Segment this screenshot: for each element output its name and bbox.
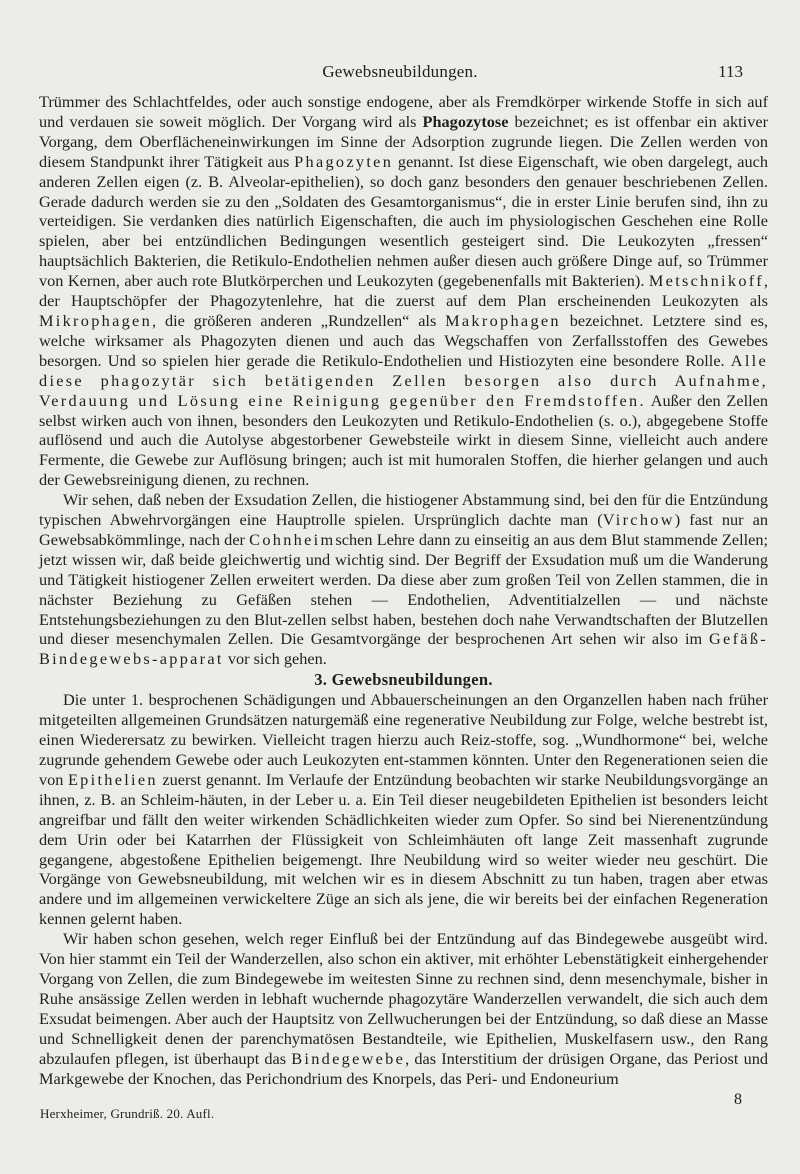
page-number: 113 <box>718 62 743 81</box>
paragraph <box>39 490 768 669</box>
bold-term: Phagozytose <box>422 111 509 131</box>
text-run: schen Lehre dann zu einseitig an aus dem Blut stammende Zellen; jetzt wissen wir, daß beide gleichwertig und wichtig sind. Der Begriff der Exsudation muß um die Wanderung und Tätigkeit histiogener Zellen erweitert werden. Da diese aber zum großen Teil von Zellen stammen, die in nächster Beziehung zu Gefäßen stehen — Endothelien, Adventitialzellen — und nächste Entstehungsbeziehungen zu den Blut-zellen selbst haben, bestehen doch nahe Verwandtschaften der Blutzellen und dieser mesenchymalen Zellen. Die Gesamtvorgänge der besprochenen Art sehen wir also im <box>39 529 769 649</box>
body-text <box>39 92 768 1088</box>
spaced-term: Virchow <box>602 510 675 530</box>
spaced-term: Metschnikoff <box>648 271 764 291</box>
spaced-term: Gefäß-Bindegewebs-apparat <box>39 629 768 669</box>
text-run: genannt. Ist diese Eigenschaft, wie oben dargelegt, auch anderen Zellen eigen (z. B. Alveolar-epithelien), so doch ganz besonders den genauer beschriebenen Zellen. Gerade dadurch werden sie zu den „Soldaten des Gesamtorganismus“, die in erster Linie berufen sind, ihn zu verteidigen. Sie verdanken dies natürlich Eigenschaften, die auch im physiologischen Geschehen eine Rolle spielen, aber bei entzündlichen Bedingungen wesentlich gesteigert sind. Die Leukozyten „fressen“ hauptsächlich Bakterien, die Retikulo-Endothelien nehmen außer diesen auch größere Dinge auf, so Trümmer von Kernen, aber auch rote Blutkörperchen und Leukozyten (gegebenenfalls mit Bakterien). <box>39 151 768 291</box>
text-run: , das Interstitium der drüsigen Organe, das Periost und Markgewebe der Knochen, das Perichondrium des Knorpels, das Peri- und Endoneurium <box>39 1048 768 1088</box>
text-run: Wir sehen, daß neben der Exsudation Zellen, die histiogener Abstammung sind, bei den für die Entzündung typischen Abwehrvorgängen eine Hauptrolle spielen. Ursprünglich dachte man ( <box>39 490 768 530</box>
footer-source: Herxheimer, Grundriß. 20. Aufl. <box>40 1106 215 1121</box>
text-run: , der Hauptschöpfer der Phagozytenlehre, hat die zuerst auf dem Plan erscheinenden Leukozyten als <box>39 271 768 311</box>
running-title: Gewebsneubildungen. <box>322 62 478 81</box>
text-run: bezeichnet; es ist offenbar ein aktiver Vorgang, dem Oberflächeneinwirkungen im Sinne der Adsorption zugrunde liegen. Die Zellen werden von diesem Standpunkt ihrer Tätigkeit aus <box>39 111 768 171</box>
text-run: Die unter 1. besprochenen Schädigungen und Abbauerscheinungen an den Organzellen haben nach früher mitgeteilten allgemeinen Grundsätzen naturgemäß eine regenerative Neubildung zur Folge, welche bestrebt ist, einen Wiederersatz zu bewirken. Vielleicht tragen hierzu auch Reiz-stoffe, sog. „Wundhormone“ bei, welche zugrunde gehendem Gewebe oder auch Leukozyten ent-stammen könnten. Unter den Regenerationen seien die von <box>39 690 768 789</box>
spaced-term: Mikrophagen <box>39 310 153 330</box>
section-heading: 3. Gewebsneubildungen. <box>314 670 493 690</box>
spaced-term: Bindegewebe <box>291 1048 406 1068</box>
text-run: bezeichnet. Letztere sind es, welche wirksamer als Phagozyten dienen und auch das Wegschaffen von Zerfallsstoffen des Gewebes besorgen. Und so spielen hier gerade die Retikulo-Endothelien und Histiozyten eine besondere Rolle. <box>39 310 768 370</box>
text-run: Trümmer des Schlachtfeldes, oder auch sonstige endogene, aber als Fremdkörper wirkende Stoffe in sich auf und verdauen sie soweit möglich. Der Vorgang wird als <box>39 92 768 131</box>
spaced-term: Phagozyten <box>294 151 394 171</box>
text-run: zuerst genannt. Im Verlaufe der Entzündung beobachten wir starke Neubildungsvorgänge an ihnen, z. B. an Schleim-häuten, in der Leber u. a. Ein Teil dieser neugebildeten Epithelien ist besonders leicht angreifbar und fällt den weiter wirkenden Schädlichkeiten wieder zum Opfer. So sind bei Nierenentzündung dem Urin oder bei Katarrhen der Flüssigkeit von Schleimhäuten oft lange Zeit massenhaft zugrunde gegangene, abgestoßene Epithelien beigemengt. Ihre Neubildung wird so weiter wieder neu geschürt. Die Vorgänge von Gewebsneubildung, mit welchen wir es in diesem Abschnitt zu tun haben, tragen aber etwas andere und im allgemeinen verwickeltere Züge an sich als jene, die wir bereits bei der einfachen Regeneration kennen gelernt haben. <box>39 769 768 929</box>
paragraph <box>39 690 768 929</box>
spaced-term: Makrophagen <box>445 310 561 330</box>
text-run: , die größeren anderen „Rundzellen“ als <box>152 310 446 330</box>
paragraph <box>39 929 768 1088</box>
text-run: ) fast nur an Gewebsabkömmlinge, nach der <box>39 510 768 549</box>
spaced-term: Alle diese phagozytär sich betätigenden Zellen besorgen also durch Aufnahme, Verdauung und Lösung eine Reinigung gegenüber den Fremdstoffen. <box>39 350 768 410</box>
spaced-term: Epithelien <box>67 769 158 789</box>
running-head <box>0 62 800 86</box>
text-run: Außer den Zellen selbst wirken auch von ihnen, besonders den Leukozyten und Retikulo-Endothelien (s. o.), abgegebene Stoffe auflösend und auch die Autolyse abgestorbener Gewebsteile wirkt in diesem Sinne, vielleicht auch andere Fermente, die Gewebe zur Auflösung bringen; auch ist mit humoralen Stoffen, die hierher gelangen und auch der Gewebsreinigung dienen, zu rechnen. <box>39 390 769 490</box>
text-run: vor sich gehen. <box>223 649 327 669</box>
paragraph <box>39 92 768 490</box>
spaced-term: Cohnheim <box>249 529 336 549</box>
text-run: Wir haben schon gesehen, welch reger Einfluß bei der Entzündung auf das Bindegewebe ausgeübt wird. Von hier stammt ein Teil der Wanderzellen, also schon ein aktiver, mit erhöhter Lebenstätigkeit einhergehender Vorgang von Zellen, die zum Bindegewebe im weitesten Sinne zu rechnen sind, denn mesenchymale, bisher in Ruhe ansässige Zellen werden in lebhaft wuchernde phagozytäre Wanderzellen verwandelt, die sich auch dem Exsudat beimengen. Aber auch der Hauptsitz von Zellwucherungen bei der Entzündung, so daß diese an Masse und Schnelligkeit denen der parenchymatösen Bestandteile, wie Epithelien, Muskelfasern usw., den Rang abzulaufen pflegen, ist überhaupt das <box>39 929 768 1068</box>
signature-mark: 8 <box>734 1091 742 1108</box>
